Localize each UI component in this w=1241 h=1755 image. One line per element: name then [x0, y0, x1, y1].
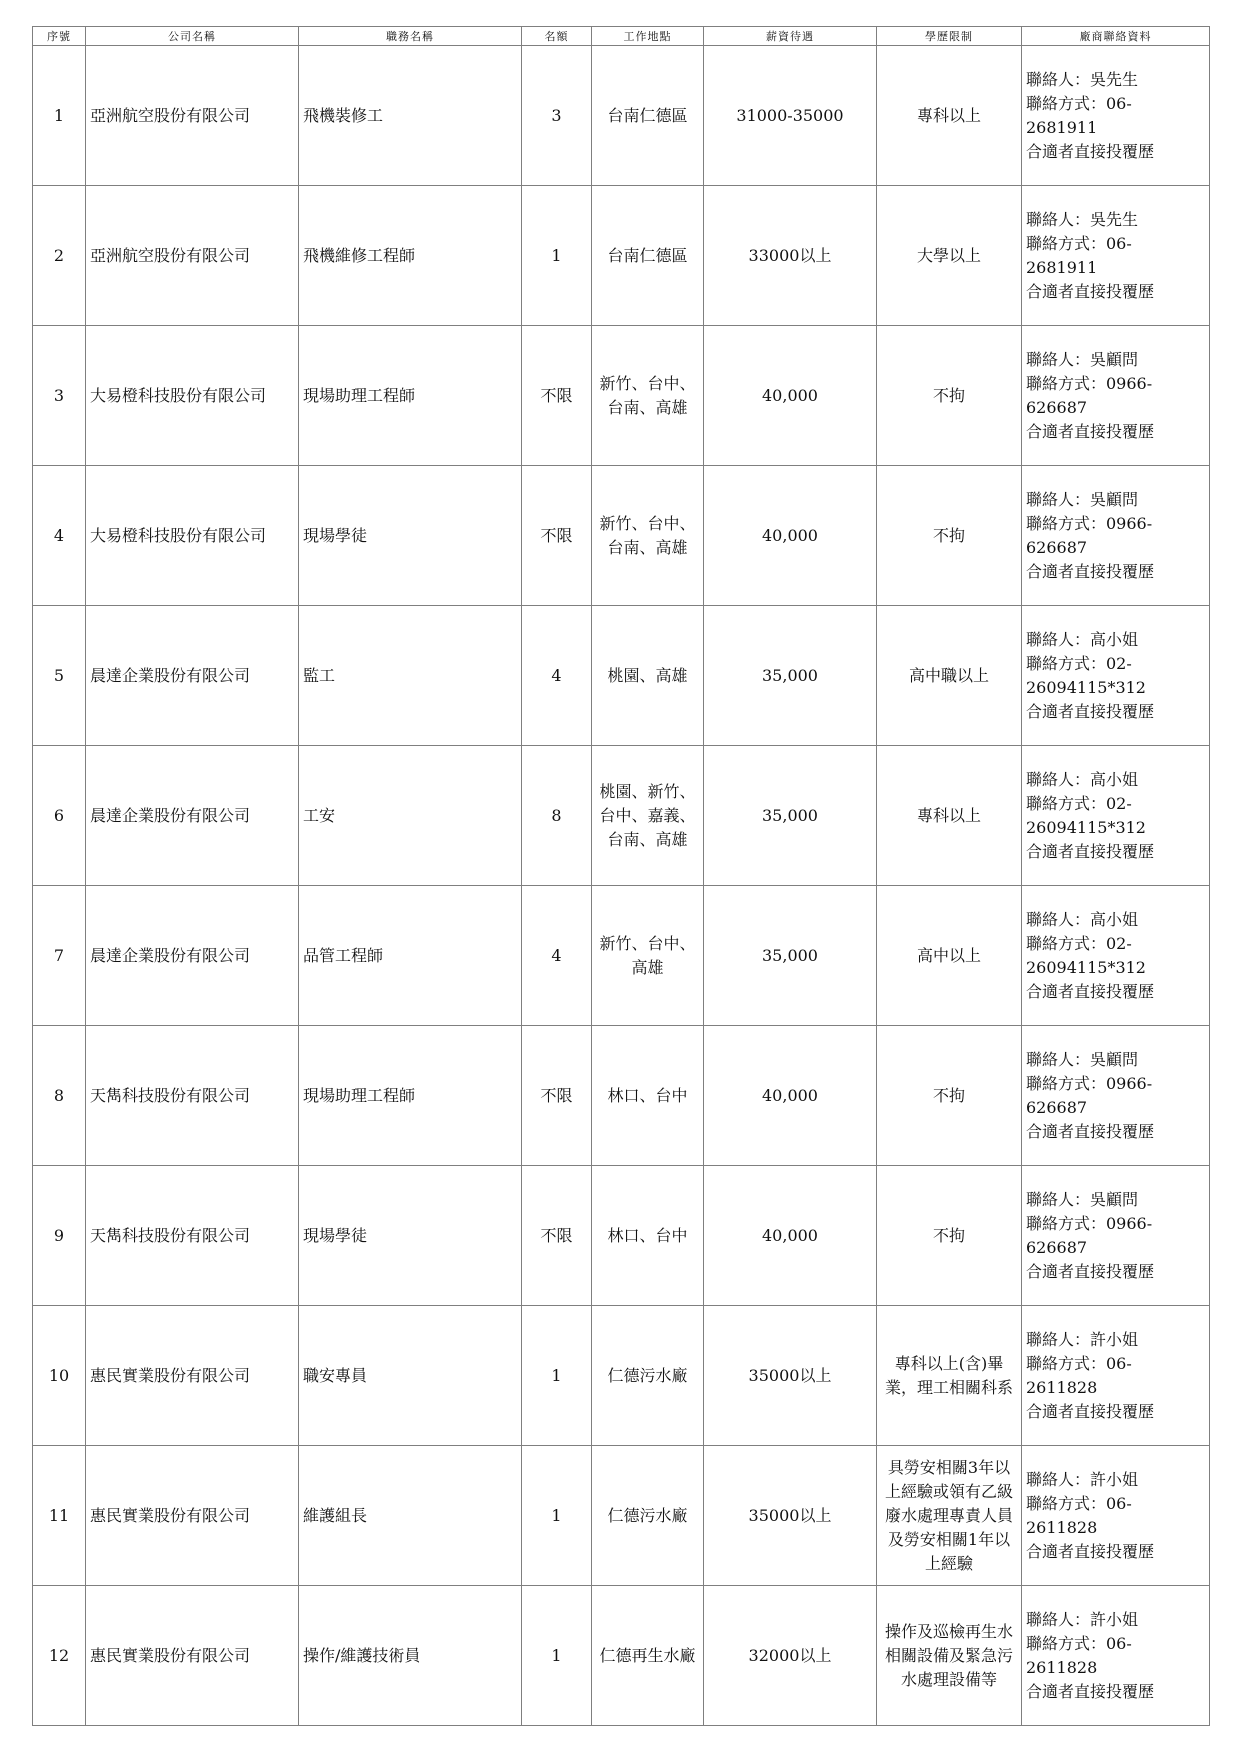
company-name-cell: 天雋科技股份有限公司 [86, 1026, 299, 1166]
table-body [33, 46, 1210, 1726]
contact-line: 2611828 [1026, 1377, 1098, 1397]
location-cell: 新竹、台中、高雄 [592, 886, 704, 1026]
location-cell: 台南仁德區 [592, 186, 704, 326]
contact-cell [1022, 186, 1210, 326]
contact-line: 626687 [1026, 1097, 1088, 1117]
contact-line: 聯絡方式：0966- [1026, 373, 1153, 393]
seq-cell: 7 [33, 886, 86, 1026]
openings-cell: 不限 [522, 326, 592, 466]
company-name-cell: 大易橙科技股份有限公司 [86, 326, 299, 466]
contact-line: 聯絡人：許小姐 [1026, 1469, 1139, 1489]
openings-cell: 不限 [522, 1026, 592, 1166]
contact-line: 聯絡方式：02- [1026, 933, 1132, 953]
job-title-cell: 現場學徒 [299, 1166, 522, 1306]
contact-line: 合適者直接投覆歷 [1026, 281, 1155, 301]
company-name-cell: 惠民實業股份有限公司 [86, 1586, 299, 1726]
contact-line: 合適者直接投覆歷 [1026, 1541, 1155, 1561]
table-row [33, 1166, 1210, 1306]
table-row [33, 1026, 1210, 1166]
contact-line: 聯絡人：高小姐 [1026, 629, 1139, 649]
table-row [33, 1446, 1210, 1586]
contact-line: 合適者直接投覆歷 [1026, 1681, 1155, 1701]
table-row [33, 746, 1210, 886]
table-header [33, 27, 1210, 46]
seq-cell: 6 [33, 746, 86, 886]
company-name-cell: 晨達企業股份有限公司 [86, 746, 299, 886]
contact-line: 聯絡人：高小姐 [1026, 909, 1139, 929]
company-name-cell: 亞洲航空股份有限公司 [86, 186, 299, 326]
job-title-cell: 現場助理工程師 [299, 1026, 522, 1166]
job-title-cell: 現場學徒 [299, 466, 522, 606]
table-row [33, 186, 1210, 326]
contact-line: 2681911 [1026, 117, 1098, 137]
education-cell: 高中職以上 [877, 606, 1022, 746]
company-name-cell: 惠民實業股份有限公司 [86, 1446, 299, 1586]
table-row [33, 326, 1210, 466]
header-location: 工作地點 [592, 27, 704, 46]
contact-cell [1022, 466, 1210, 606]
openings-cell: 8 [522, 746, 592, 886]
company-name-cell: 晨達企業股份有限公司 [86, 606, 299, 746]
contact-line: 合適者直接投覆歷 [1026, 1261, 1155, 1281]
seq-cell: 12 [33, 1586, 86, 1726]
contact-line: 聯絡人：高小姐 [1026, 769, 1139, 789]
openings-cell: 1 [522, 186, 592, 326]
contact-line: 626687 [1026, 397, 1088, 417]
contact-line: 聯絡方式：06- [1026, 1493, 1132, 1513]
header-job-title: 職務名稱 [299, 27, 522, 46]
openings-cell: 1 [522, 1586, 592, 1726]
job-title-cell: 維護組長 [299, 1446, 522, 1586]
contact-cell [1022, 1586, 1210, 1726]
contact-line: 聯絡方式：06- [1026, 233, 1132, 253]
seq-cell: 2 [33, 186, 86, 326]
salary-cell: 35,000 [704, 746, 877, 886]
contact-cell [1022, 1306, 1210, 1446]
contact-cell [1022, 746, 1210, 886]
seq-cell: 9 [33, 1166, 86, 1306]
table-row [33, 1306, 1210, 1446]
table-row [33, 46, 1210, 186]
salary-cell: 35,000 [704, 606, 877, 746]
contact-cell [1022, 606, 1210, 746]
location-cell: 仁德再生水廠 [592, 1586, 704, 1726]
openings-cell: 3 [522, 46, 592, 186]
education-cell: 不拘 [877, 1166, 1022, 1306]
header-contact: 廠商聯絡資料 [1022, 27, 1210, 46]
job-title-cell: 工安 [299, 746, 522, 886]
contact-line: 合適者直接投覆歷 [1026, 981, 1155, 1001]
salary-cell: 33000以上 [704, 186, 877, 326]
contact-cell [1022, 46, 1210, 186]
location-cell: 新竹、台中、台南、高雄 [592, 326, 704, 466]
header-row [33, 27, 1210, 46]
job-title-cell: 飛機維修工程師 [299, 186, 522, 326]
salary-cell: 32000以上 [704, 1586, 877, 1726]
openings-cell: 不限 [522, 466, 592, 606]
contact-line: 聯絡方式：0966- [1026, 1073, 1153, 1093]
contact-line: 合適者直接投覆歷 [1026, 1401, 1155, 1421]
salary-cell: 40,000 [704, 1026, 877, 1166]
seq-cell: 11 [33, 1446, 86, 1586]
header-salary: 薪資待遇 [704, 27, 877, 46]
education-cell: 專科以上(含)畢業，理工相關科系 [877, 1306, 1022, 1446]
education-cell: 具勞安相關3年以上經驗或領有乙級廢水處理專責人員及勞安相關1年以上經驗 [877, 1446, 1022, 1586]
salary-cell: 35,000 [704, 886, 877, 1026]
header-company: 公司名稱 [86, 27, 299, 46]
contact-cell [1022, 886, 1210, 1026]
seq-cell: 1 [33, 46, 86, 186]
contact-line: 26094115*312 [1026, 677, 1146, 697]
contact-cell [1022, 1166, 1210, 1306]
contact-line: 合適者直接投覆歷 [1026, 561, 1155, 581]
contact-line: 聯絡方式：06- [1026, 93, 1132, 113]
contact-line: 聯絡人：許小姐 [1026, 1329, 1139, 1349]
contact-line: 626687 [1026, 1237, 1088, 1257]
company-name-cell: 天雋科技股份有限公司 [86, 1166, 299, 1306]
job-title-cell: 監工 [299, 606, 522, 746]
contact-line: 2681911 [1026, 257, 1098, 277]
contact-cell [1022, 326, 1210, 466]
education-cell: 操作及巡檢再生水相關設備及緊急污水處理設備等 [877, 1586, 1022, 1726]
contact-line: 聯絡人：吳顧問 [1026, 1189, 1139, 1209]
location-cell: 仁德污水廠 [592, 1306, 704, 1446]
company-name-cell: 惠民實業股份有限公司 [86, 1306, 299, 1446]
table-row [33, 886, 1210, 1026]
seq-cell: 4 [33, 466, 86, 606]
header-seq: 序號 [33, 27, 86, 46]
contact-line: 聯絡方式：02- [1026, 793, 1132, 813]
location-cell: 桃園、新竹、台中、嘉義、台南、高雄 [592, 746, 704, 886]
contact-line: 合適者直接投覆歷 [1026, 841, 1155, 861]
salary-cell: 35000以上 [704, 1306, 877, 1446]
job-title-cell: 職安專員 [299, 1306, 522, 1446]
education-cell: 不拘 [877, 1026, 1022, 1166]
contact-line: 聯絡方式：06- [1026, 1633, 1132, 1653]
job-title-cell: 飛機裝修工 [299, 46, 522, 186]
header-education: 學歷限制 [877, 27, 1022, 46]
contact-line: 合適者直接投覆歷 [1026, 1121, 1155, 1141]
education-cell: 不拘 [877, 466, 1022, 606]
contact-line: 626687 [1026, 537, 1088, 557]
contact-line: 聯絡方式：0966- [1026, 513, 1153, 533]
seq-cell: 10 [33, 1306, 86, 1446]
contact-line: 聯絡人：吳顧問 [1026, 1049, 1139, 1069]
location-cell: 林口、台中 [592, 1026, 704, 1166]
contact-line: 26094115*312 [1026, 957, 1146, 977]
seq-cell: 8 [33, 1026, 86, 1166]
contact-line: 聯絡人：吳先生 [1026, 209, 1139, 229]
table-row [33, 1586, 1210, 1726]
contact-cell [1022, 1446, 1210, 1586]
contact-line: 聯絡人：吳顧問 [1026, 489, 1139, 509]
salary-cell: 40,000 [704, 326, 877, 466]
location-cell: 桃園、高雄 [592, 606, 704, 746]
education-cell: 專科以上 [877, 746, 1022, 886]
salary-cell: 31000-35000 [704, 46, 877, 186]
table-row [33, 606, 1210, 746]
contact-line: 合適者直接投覆歷 [1026, 421, 1155, 441]
salary-cell: 35000以上 [704, 1446, 877, 1586]
job-title-cell: 操作/維護技術員 [299, 1586, 522, 1726]
contact-cell [1022, 1026, 1210, 1166]
contact-line: 聯絡人：吳顧問 [1026, 349, 1139, 369]
education-cell: 大學以上 [877, 186, 1022, 326]
contact-line: 聯絡方式：0966- [1026, 1213, 1153, 1233]
location-cell: 台南仁德區 [592, 46, 704, 186]
contact-line: 聯絡人：吳先生 [1026, 69, 1139, 89]
openings-cell: 1 [522, 1446, 592, 1586]
salary-cell: 40,000 [704, 466, 877, 606]
contact-line: 26094115*312 [1026, 817, 1146, 837]
education-cell: 不拘 [877, 326, 1022, 466]
education-cell: 專科以上 [877, 46, 1022, 186]
contact-line: 2611828 [1026, 1657, 1098, 1677]
contact-line: 聯絡方式：06- [1026, 1353, 1132, 1373]
contact-line: 合適者直接投覆歷 [1026, 141, 1155, 161]
contact-line: 聯絡人：許小姐 [1026, 1609, 1139, 1629]
location-cell: 仁德污水廠 [592, 1446, 704, 1586]
openings-cell: 4 [522, 606, 592, 746]
header-openings: 名額 [522, 27, 592, 46]
job-listing-table [32, 26, 1210, 1726]
company-name-cell: 晨達企業股份有限公司 [86, 886, 299, 1026]
education-cell: 高中以上 [877, 886, 1022, 1026]
seq-cell: 3 [33, 326, 86, 466]
openings-cell: 4 [522, 886, 592, 1026]
salary-cell: 40,000 [704, 1166, 877, 1306]
openings-cell: 不限 [522, 1166, 592, 1306]
seq-cell: 5 [33, 606, 86, 746]
company-name-cell: 亞洲航空股份有限公司 [86, 46, 299, 186]
job-title-cell: 品管工程師 [299, 886, 522, 1026]
table-row [33, 466, 1210, 606]
location-cell: 新竹、台中、台南、高雄 [592, 466, 704, 606]
contact-line: 聯絡方式：02- [1026, 653, 1132, 673]
contact-line: 合適者直接投覆歷 [1026, 701, 1155, 721]
company-name-cell: 大易橙科技股份有限公司 [86, 466, 299, 606]
contact-line: 2611828 [1026, 1517, 1098, 1537]
job-title-cell: 現場助理工程師 [299, 326, 522, 466]
location-cell: 林口、台中 [592, 1166, 704, 1306]
openings-cell: 1 [522, 1306, 592, 1446]
